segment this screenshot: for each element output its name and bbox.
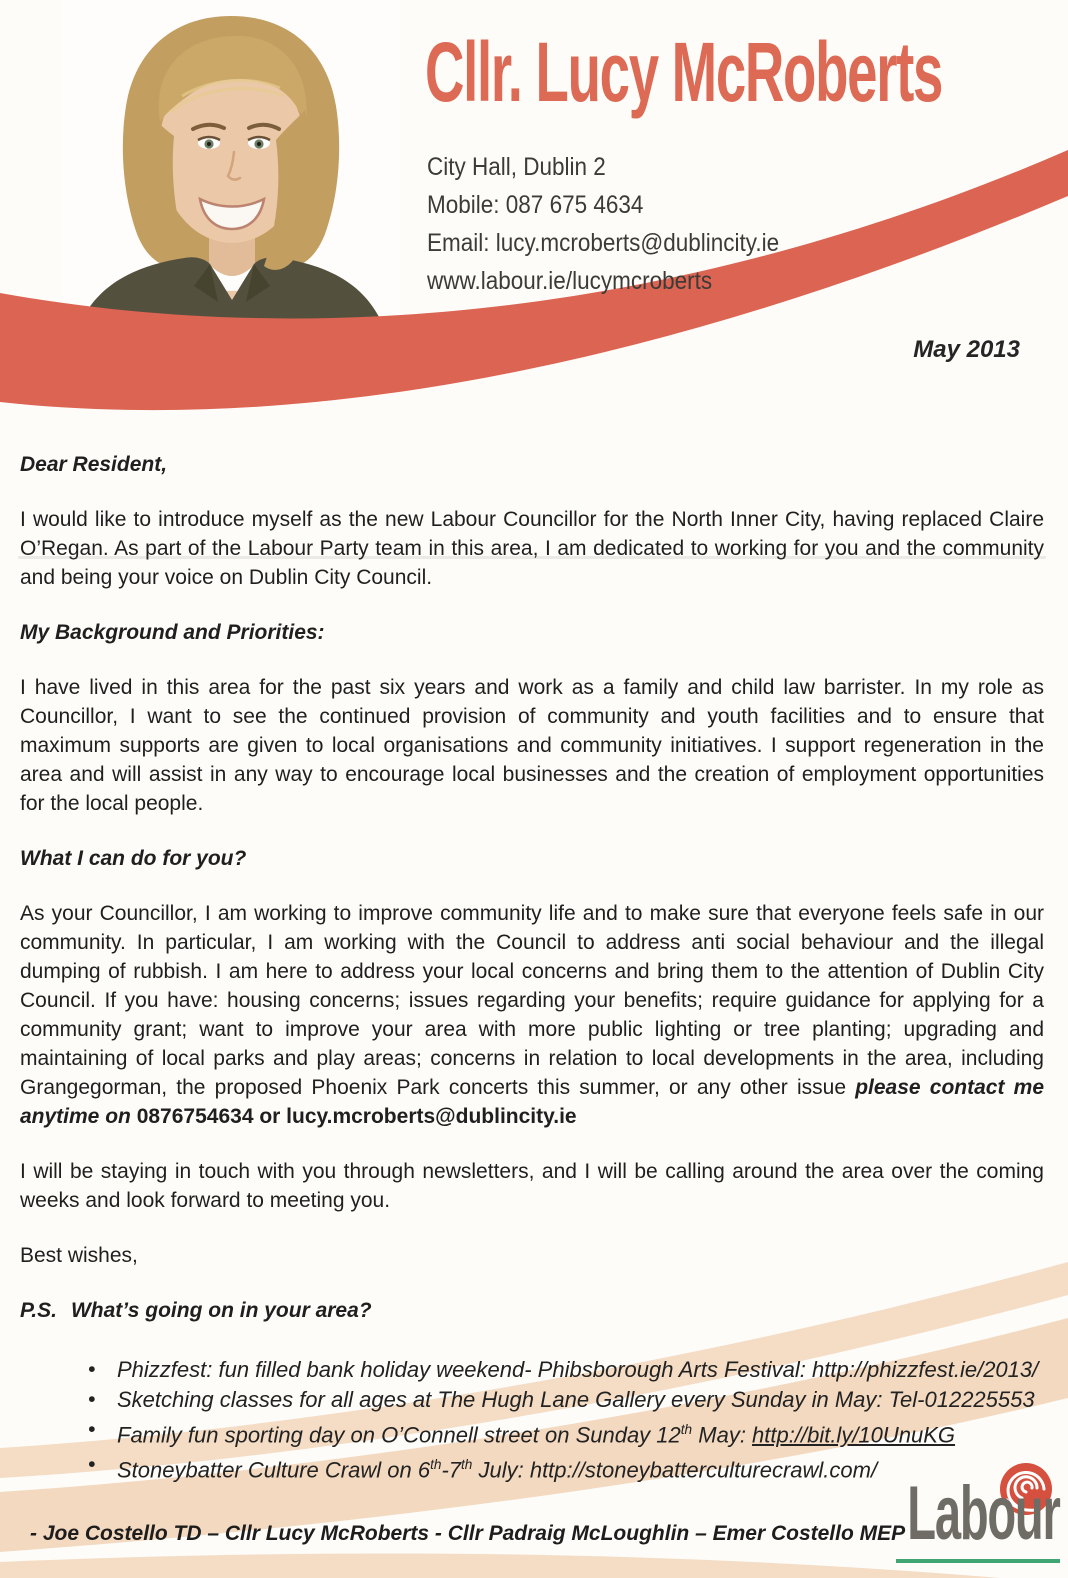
ps-question: What’s going on in your area? (70, 1299, 372, 1322)
contact-details-inline: 0876754634 or lucy.mcroberts@dublincity.ie (136, 1105, 577, 1128)
event-item: • Phizzfest: fun filled bank holiday weekend- Phibsborough Arts Festival: http://phizzfest.ie/2013/ (86, 1355, 1044, 1385)
footer-names: - Joe Costello TD – Cllr Lucy McRoberts - Cllr Padraig McLoughlin – Emer Costello MEP (30, 1522, 906, 1545)
contact-emphasis: please contact me anytime on (20, 1076, 1044, 1128)
ps-heading (20, 1296, 1044, 1325)
background-heading: My Background and Priorities: (20, 621, 325, 644)
what-heading: What I can do for you? (20, 847, 247, 870)
labour-logo (872, 1452, 1062, 1572)
labour-wordmark: Labour (907, 1471, 1060, 1556)
event-item: • Sketching classes for all ages at The Hugh Lane Gallery every Sunday in May: Tel-012225553 (86, 1385, 1044, 1415)
services-text: As your Councillor, I am working to improve community life and to make sure that everyone feels safe in our community. In particular, I am working with the Council to address anti social behaviour and the illegal dumping of rubbish. I am here to address your local concerns and bring them to the attention of Dublin City Council. If you have: housing concerns; issues regarding your benefits; require guidance for applying for a community grant; want to improve your area with more public lighting or tree planting; upgrading and maintaining of local parks and play areas; concerns in relation to local developments in the area, including Grangegorman, the proposed Phoenix Park concerts this summer, or any other issue (20, 902, 1044, 1099)
salutation: Dear Resident, (20, 453, 168, 476)
ps-label: P.S. (20, 1299, 57, 1322)
contact-address: City Hall, Dublin 2 (427, 153, 606, 181)
contact-block (427, 148, 779, 300)
services-paragraph (20, 899, 1044, 1131)
labour-underline (896, 1559, 1060, 1563)
page-title: Cllr. Lucy McRoberts (425, 25, 943, 119)
contact-website: www.labour.ie/lucymcroberts (427, 267, 713, 295)
scan-smudge (18, 556, 1046, 559)
date-label: May 2013 (913, 336, 1020, 363)
closing: Best wishes, (20, 1244, 138, 1267)
closing-paragraph: I will be staying in touch with you through newsletters, and I will be calling around the area over the coming weeks and look forward to meeting you. (20, 1160, 1044, 1212)
background-paragraph: I have lived in this area for the past six years and work as a family and child law barrister. In my role as Councillor, I want to see the continued provision of community and youth facilities and to ensure that maximum supports are given to local organisations and community initiatives. I support regeneration in the area and will assist in any way to encourage local businesses and the creation of employment opportunities for the local people. (20, 676, 1044, 815)
contact-email: Email: lucy.mcroberts@dublincity.ie (427, 229, 780, 257)
contact-mobile: Mobile: 087 675 4634 (427, 191, 644, 219)
event-item: • Family fun sporting day on O’Connell street on Sunday 12th May: http://bit.ly/10UnuKG (86, 1415, 1044, 1450)
letter-body (0, 450, 1068, 1486)
intro-paragraph: I would like to introduce myself as the new Labour Councillor for the North Inner City, having replaced Claire O’Regan. As part of the Labour Party team in this area, I am dedicated to working for you and the community and being your voice on Dublin City Council. (20, 508, 1044, 589)
header (425, 25, 1068, 119)
event-item: • Stoneybatter Culture Crawl on 6th-7th July: http://stoneybatterculturecrawl.com/ (86, 1450, 1044, 1485)
